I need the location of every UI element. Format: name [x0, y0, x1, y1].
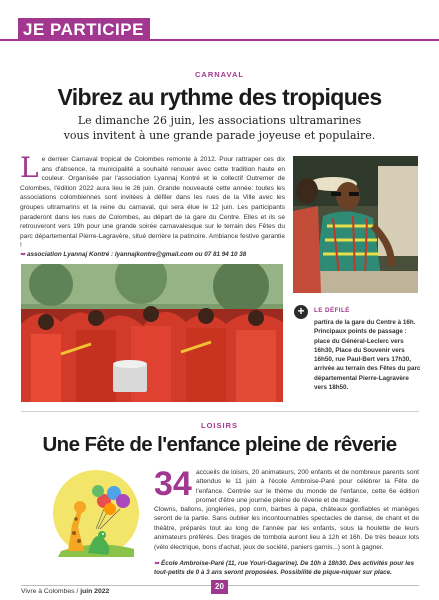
article1-contact-text: association Lyannaj Kontré : lyannajkontre@gmail.com ou 07 81 94 10 38 — [27, 251, 247, 258]
arrow-icon: ➥ — [20, 251, 28, 258]
article2-info — [154, 560, 419, 577]
magazine-name: Vivre à Colombes — [21, 588, 75, 595]
caption-title: LE DÉFILÉ — [314, 307, 350, 314]
carnival-illustration — [21, 264, 283, 402]
article1-contact — [20, 251, 285, 258]
article1-kicker: CARNAVAL — [195, 70, 244, 79]
article2-body: Clowns, ballons, jongleries, pop corn, barbes à papa, châteaux gonflables et manèges seront de la partie. Sans oublier les incontournables spectacles de danse, de chant et de théâtre, préparés tout au long de l'année par les enfants, sous la houlette de leurs animateurs préférés. Des tirages de tombola auront lieu à 12h et 16h. De très beaux lots (vélo électrique, bons d'achat, jeux de société, paniers garnis...) sont à gagner. — [154, 506, 419, 551]
article2-kicker: LOISIRS — [200, 421, 238, 430]
footer-magazine: Vivre à Colombes / juin 2022 — [21, 588, 110, 595]
section-label: JE PARTICIPE — [18, 18, 150, 40]
article2-info-text: École Ambroise-Paré (11, rue Youri-Gagarine). De 10h à 18h30. Des activités pour les tout-petits de 0 à 3 ans seront proposées. Possibilité de pique-niquer sur place. — [154, 560, 415, 576]
issue-date: juin 2022 — [80, 588, 110, 595]
arrow-icon: ➥ — [154, 560, 162, 567]
dancer-photo — [293, 156, 418, 293]
big-number: 34 — [154, 465, 192, 503]
dancer-illustration — [293, 156, 418, 293]
carnival-photo — [21, 264, 283, 402]
article-divider — [21, 411, 419, 412]
article1-body — [20, 151, 285, 251]
article1-body-text: e dernier Carnaval tropical de Colombes remonte à 2012. Pour rattraper ces dix ans d'absence, la municipalité a souhaité renouer avec cette tradition haute en couleur. Organisée par l'association Lyannaj Kontré et le collectif Outremer de Colombes, l'édition 2022 aura lieu le 26 juin. Grande nouveauté cette année: toutes les associations colombiennes sont invitées à défiler dans les rues de la Ville avec les groupes ultramarins et la reine du carnaval, qui sera élue le 12 juin. Les participants paraderont dans les rues de Colombes, au départ de la gare du Centre. Elles et ils se retrouveront vers 19h pour une grande soirée carnavalesque sur le terrain des Fêtes du parc départemental Pierre-Lagravère, situé derrière la patinoire. Ambiance festive garantie ! — [20, 156, 285, 250]
article1-headline: Vibrez au rythme des tropiques — [57, 84, 382, 110]
article2-intro: accueils de loisirs, 20 animateurs, 200 enfants et de nombreux parents sont attendus le 11 juin à l'école Ambroise-Paré pour célébrer la Fête de l'enfance. Centrée sur le thème du monde de l'enfance, cette 6e édition promet d'être une journée pleine de rêverie et de magie. — [196, 469, 419, 505]
deck-line-1: Le dimanche 26 juin, les associations ultramarines — [77, 114, 362, 127]
page-footer — [0, 577, 439, 600]
dropcap: L — [20, 151, 39, 184]
section-header — [0, 18, 439, 40]
child-party-illustration — [46, 469, 146, 557]
plus-icon: + — [294, 305, 308, 319]
article1-deck — [40, 113, 399, 143]
deck-line-2: vous invitent à une grande parade joyeuse et populaire. — [63, 129, 376, 142]
page-number: 20 — [211, 580, 228, 594]
article2-headline: Une Fête de l'enfance pleine de rêverie — [42, 433, 397, 456]
caption-text: partira de la gare du Centre à 16h. Principaux points de passage : place du Général-Leclerc vers 16h30, Place du Souvenir vers 16h50, rue Paul-Bert vers 17h30, arrivée au terrain des Fêtes du parc départemental Pierre-Lagravère vers 18h50. — [314, 319, 421, 392]
giraffe-balloons-drawing — [46, 469, 146, 557]
